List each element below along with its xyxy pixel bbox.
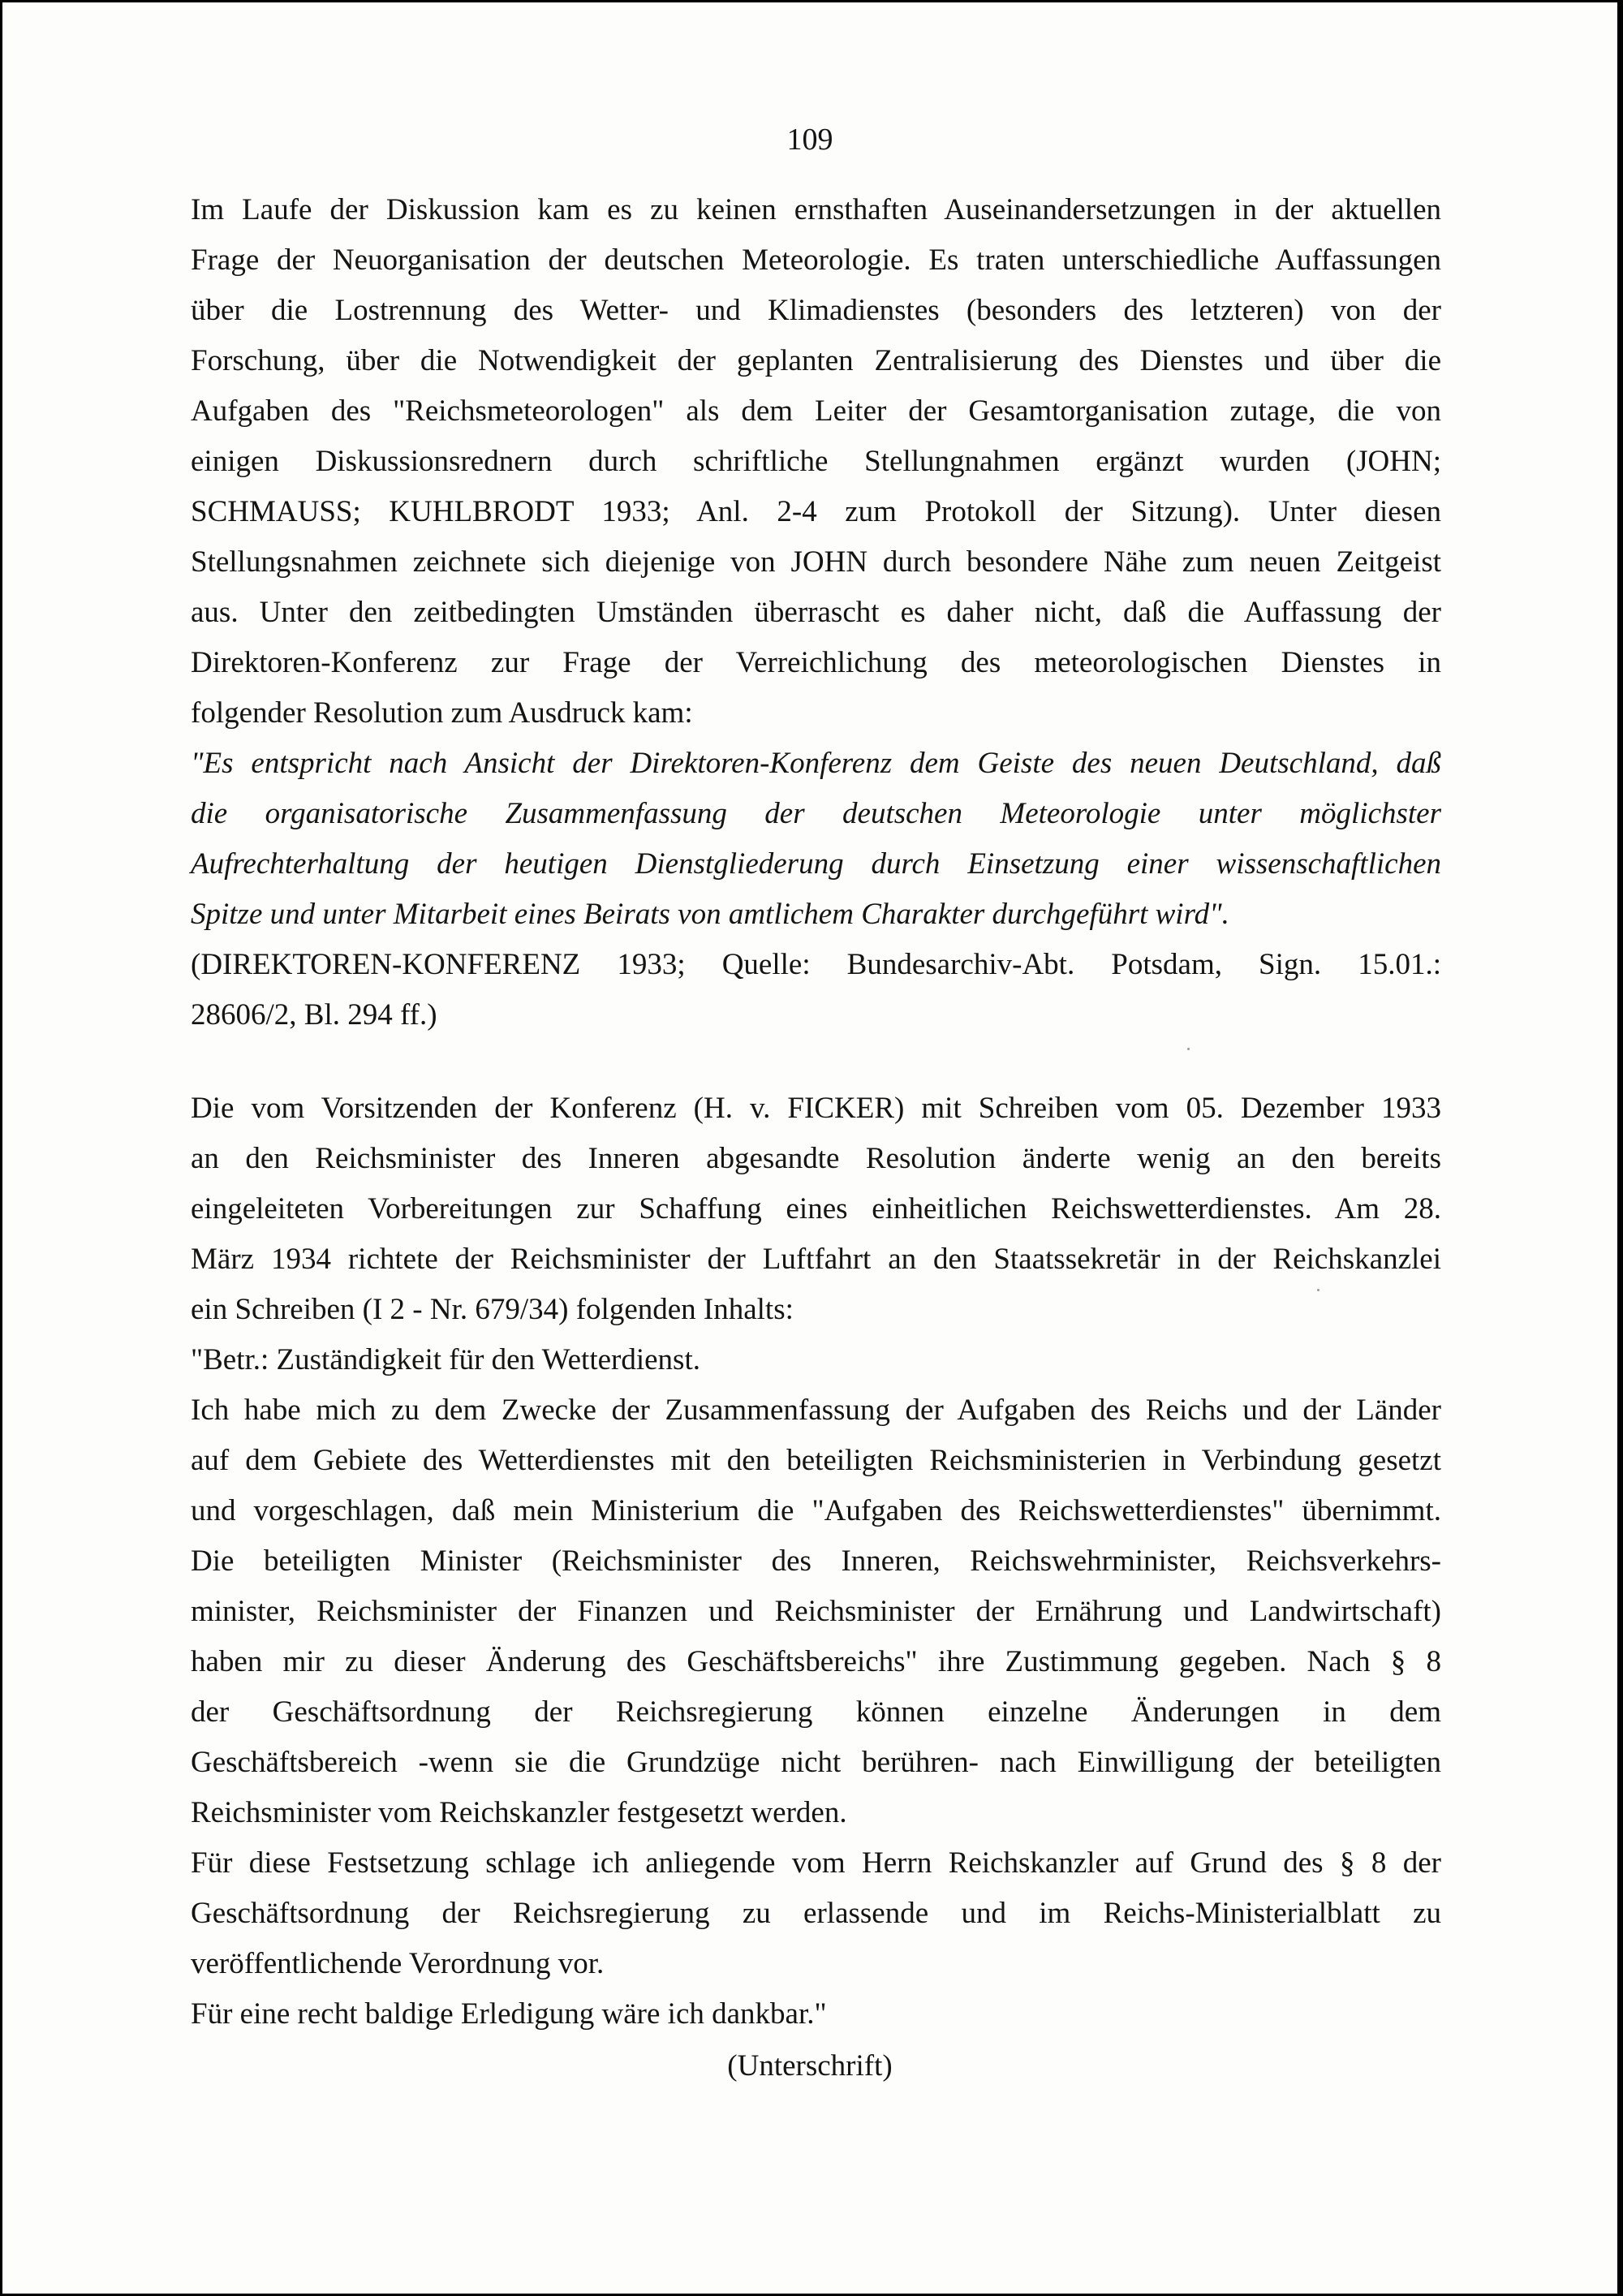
letter-line: Geschäftsbereich -wenn sie die Grundzüge nicht berühren- nach Einwilligung der beteiligten xyxy=(191,1746,1441,1779)
letter-line: Reichsminister vom Reichskanzler festgesetzt werden. xyxy=(191,1796,847,1829)
quote-line: die organisatorische Zusammenfassung der deutschen Meteorologie unter möglichster xyxy=(191,797,1441,830)
text-line: folgender Resolution zum Ausdruck kam: xyxy=(191,696,693,730)
letter-body xyxy=(191,1385,1441,1838)
text-line: aus. Unter den zeitbedingten Umständen überrascht es daher nicht, daß die Auffassung der xyxy=(191,596,1441,629)
citation xyxy=(191,940,1441,1040)
text-line: an den Reichsminister des Inneren abgesandte Resolution änderte wenig an den bereits xyxy=(191,1142,1441,1175)
letter-line: veröffentlichende Verordnung vor. xyxy=(191,1947,605,1980)
letter-line: Für diese Festsetzung schlage ich anliegende vom Herrn Reichskanzler auf Grund des § 8 der xyxy=(191,1846,1441,1880)
text-line: Stellungsnahmen zeichnete sich diejenige von JOHN durch besondere Nähe zum neuen Zeitgeist xyxy=(191,545,1441,579)
text-line: Forschung, über die Notwendigkeit der geplanten Zentralisierung des Dienstes und über die xyxy=(191,344,1441,377)
letter-line: der Geschäftsordnung der Reichsregierung können einzelne Änderungen in dem xyxy=(191,1695,1441,1729)
text-line: Direktoren-Konferenz zur Frage der Verreichlichung des meteorologischen Dienstes in xyxy=(191,646,1441,679)
text-line: Aufgaben des "Reichsmeteorologen" als dem Leiter der Gesamtorganisation zutage, die von xyxy=(191,394,1441,428)
text-line: einigen Diskussionsrednern durch schriftliche Stellungnahmen ergänzt wurden (JOHN; xyxy=(191,445,1441,478)
quote-line: Spitze und unter Mitarbeit eines Beirats von amtlichem Charakter durchgeführt wird". xyxy=(191,898,1229,931)
subject-line: "Betr.: Zuständigkeit für den Wetterdienst. xyxy=(191,1343,700,1376)
quote-line: "Es entspricht nach Ansicht der Direktoren-Konferenz dem Geiste des neuen Deutschland, daß xyxy=(191,747,1441,780)
text-line: eingeleiteten Vorbereitungen zur Schaffung eines einheitlichen Reichswetterdienstes. Am 28. xyxy=(191,1192,1441,1226)
closing-line: Für eine recht baldige Erledigung wäre ich dankbar." xyxy=(191,1997,827,2031)
letter-line: minister, Reichsminister der Finanzen und Reichsminister der Ernährung und Landwirtschaft) xyxy=(191,1595,1441,1628)
letter-line: und vorgeschlagen, daß mein Ministerium die "Aufgaben des Reichswetterdienstes" übernimmt. xyxy=(191,1494,1441,1527)
letter-line: haben mir zu dieser Änderung des Geschäftsbereichs" ihre Zustimmung gegeben. Nach § 8 xyxy=(191,1645,1441,1678)
page-number: 109 xyxy=(786,123,833,157)
paragraph-resolution-letter xyxy=(191,1083,1441,1335)
paragraph-discussion xyxy=(191,185,1441,739)
signature-note: (Unterschrift) xyxy=(727,2049,893,2083)
text-line: Im Laufe der Diskussion kam es zu keinen ernsthaften Auseinandersetzungen in der aktuellen xyxy=(191,193,1441,226)
scan-speck xyxy=(1187,1048,1190,1050)
letter-closing xyxy=(191,1989,1441,2040)
text-line: Frage der Neuorganisation der deutschen Meteorologie. Es traten unterschiedliche Auffassungen xyxy=(191,243,1441,277)
paper-sheet xyxy=(2,2,1617,2294)
citation-line: 28606/2, Bl. 294 ff.) xyxy=(191,998,437,1032)
letter-line: auf dem Gebiete des Wetterdienstes mit den beteiligten Reichsministerien in Verbindung gesetzt xyxy=(191,1444,1441,1477)
letter-line: Ich habe mich zu dem Zwecke der Zusammenfassung der Aufgaben des Reichs und der Länder xyxy=(191,1394,1441,1427)
text-line: Die vom Vorsitzenden der Konferenz (H. v. FICKER) mit Schreiben vom 05. Dezember 1933 xyxy=(191,1092,1441,1125)
text-block-upper xyxy=(191,185,1441,1040)
text-line: über die Lostrennung des Wetter- und Klimadienstes (besonders des letzteren) von der xyxy=(191,294,1441,327)
letter-line: Die beteiligten Minister (Reichsminister des Inneren, Reichswehrminister, Reichsverkehrs- xyxy=(191,1544,1441,1578)
quote-line: Aufrechterhaltung der heutigen Dienstgliederung durch Einsetzung einer wissenschaftlichen xyxy=(191,847,1441,881)
letter-body-proposal xyxy=(191,1838,1441,1989)
letter-line: Geschäftsordnung der Reichsregierung zu erlassende und im Reichs-Ministerialblatt zu xyxy=(191,1897,1441,1930)
letter-subject xyxy=(191,1335,1441,1385)
text-line: März 1934 richtete der Reichsminister der Luftfahrt an den Staatssekretär in der Reichskanzlei xyxy=(191,1243,1441,1276)
text-line: SCHMAUSS; KUHLBRODT 1933; Anl. 2-4 zum Protokoll der Sitzung). Unter diesen xyxy=(191,495,1441,528)
citation-line: (DIREKTOREN-KONFERENZ 1933; Quelle: Bundesarchiv-Abt. Potsdam, Sign. 15.01.: xyxy=(191,948,1441,981)
text-line: ein Schreiben (I 2 - Nr. 679/34) folgenden Inhalts: xyxy=(191,1293,794,1326)
resolution-quote xyxy=(191,739,1441,940)
text-block-lower xyxy=(191,1083,1441,2040)
scan-speck xyxy=(1317,1289,1319,1291)
